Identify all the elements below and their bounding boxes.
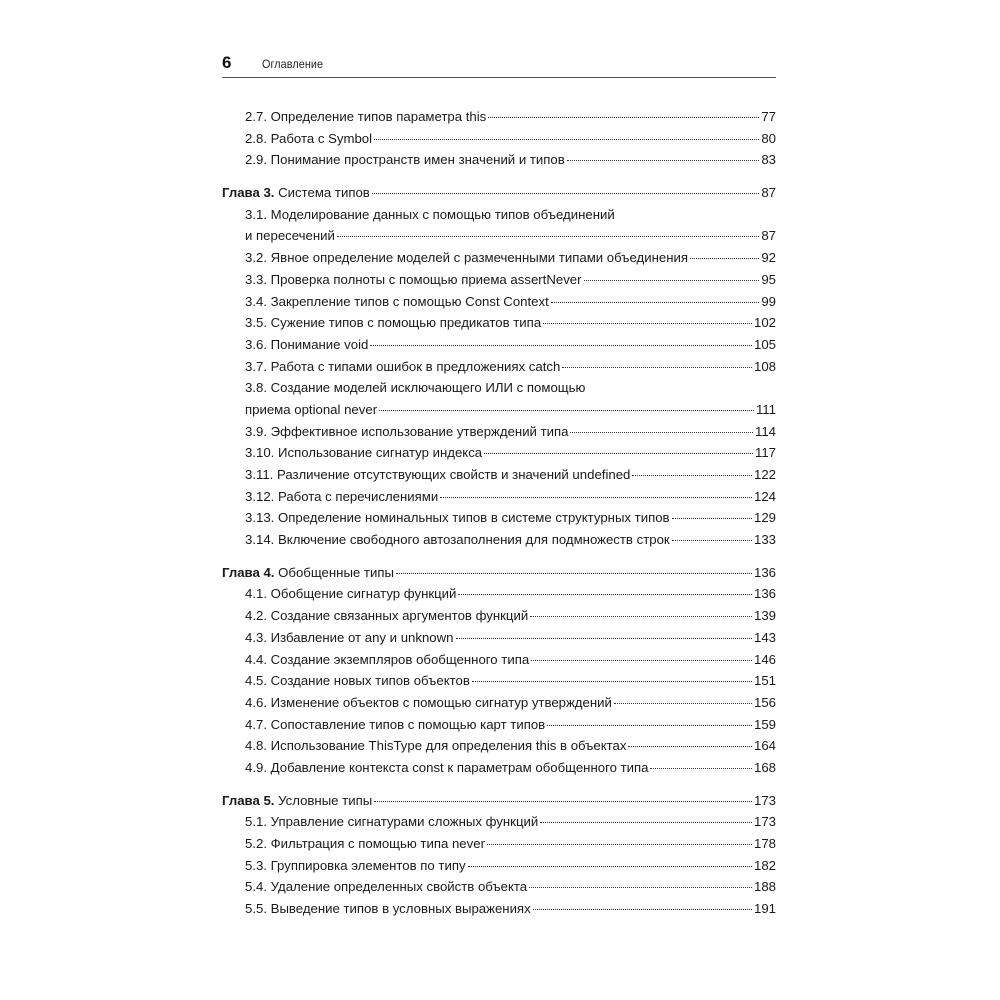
entry-row (222, 714, 776, 736)
entry-title: 4.7. Сопоставление типов с помощью карт типов (245, 716, 546, 732)
dot-leader (632, 475, 752, 476)
chapter-title: Условные типы (278, 792, 373, 808)
entry-row (222, 149, 776, 171)
entry-title: 3.11. Различение отсутствующих свойств и значений undefined (245, 467, 631, 482)
toc-entry[interactable] (222, 464, 776, 486)
chapter-entry[interactable] (222, 562, 776, 584)
toc-entry[interactable] (222, 876, 776, 898)
toc-entry[interactable] (222, 833, 776, 855)
entry-title: 4.2. Создание связанных аргументов функций (245, 608, 529, 624)
toc-entry[interactable] (222, 649, 776, 671)
toc-section (222, 182, 776, 551)
entry-page-number: 80 (761, 130, 776, 146)
entry-page-number: 178 (753, 836, 776, 851)
entry-title-line: 3.8. Создание моделей исключающего ИЛИ с помощью (245, 380, 586, 396)
chapter-entry[interactable] (222, 182, 776, 204)
entry-page-number: 122 (753, 467, 776, 482)
entry-title: 3.6. Понимание void (245, 336, 369, 352)
entry-row (222, 421, 776, 443)
entry-row (222, 855, 776, 877)
entry-title: 3.5. Сужение типов с помощью предикатов типа (245, 315, 542, 331)
entry-page-number: 191 (753, 901, 776, 917)
toc-entry[interactable] (222, 692, 776, 714)
entry-page-number: 87 (761, 228, 776, 244)
dot-leader (374, 139, 759, 140)
dot-leader (374, 801, 752, 802)
entry-row (222, 356, 776, 378)
entry-row (222, 583, 776, 605)
toc-entry[interactable] (222, 529, 776, 551)
entry-page-number: 124 (753, 488, 776, 504)
entry-row (222, 627, 776, 649)
entry-title: 4.3. Избавление от any и unknown (245, 629, 454, 645)
dot-leader (570, 432, 752, 433)
chapter-label: Глава 5. (222, 792, 275, 808)
dot-leader (530, 616, 752, 617)
dot-leader (488, 117, 759, 118)
chapter-page-number: 136 (753, 564, 776, 580)
entry-page-number: 114 (754, 423, 776, 439)
dot-leader (547, 725, 752, 726)
toc-section (222, 790, 776, 920)
entry-page-number: 99 (761, 293, 776, 309)
entry-title: 4.5. Создание новых типов объектов (245, 673, 470, 689)
entry-row (222, 811, 776, 833)
entry-title: приема optional never (245, 401, 378, 417)
dot-leader (690, 258, 759, 259)
toc-entry[interactable] (222, 377, 776, 420)
entry-row (222, 692, 776, 714)
entry-row (222, 312, 776, 334)
entry-row (222, 464, 776, 486)
entry-page-number: 143 (753, 629, 776, 645)
entry-page-number: 156 (753, 694, 776, 710)
entry-title: 4.4. Создание экземпляров обобщенного типа (245, 651, 530, 667)
entry-page-number: 164 (753, 738, 776, 754)
dot-leader (584, 280, 760, 281)
toc-section (222, 106, 776, 171)
entry-page-number: 133 (753, 532, 776, 548)
entry-title: 3.3. Проверка полноты с помощью приема assertNever (245, 271, 582, 287)
entry-row (245, 399, 776, 421)
toc-entry[interactable] (222, 627, 776, 649)
chapter-heading (222, 562, 394, 584)
entry-page-number: 102 (753, 315, 776, 331)
entry-title: 4.9. Добавление контекста const к параметрам обобщенного типа (245, 759, 649, 775)
entry-page-number: 105 (753, 336, 776, 352)
dot-leader (370, 345, 752, 346)
entry-page-number: 151 (753, 673, 776, 689)
entry-page-number: 173 (753, 814, 776, 830)
entry-row (222, 442, 776, 464)
chapter-heading (222, 790, 372, 812)
entry-title: 5.3. Группировка элементов по типу (245, 857, 466, 873)
toc-entry[interactable] (222, 312, 776, 334)
dot-leader (468, 866, 752, 867)
toc-entry[interactable] (222, 356, 776, 378)
dot-leader (650, 768, 752, 769)
entry-row (222, 486, 776, 508)
chapter-heading (222, 182, 370, 204)
chapter-entry[interactable] (222, 790, 776, 812)
entry-title: 3.13. Определение номинальных типов в системе структурных типов (245, 510, 670, 526)
dot-leader (533, 909, 752, 910)
dot-leader (484, 453, 753, 454)
entry-title: 5.1. Управление сигнатурами сложных функций (245, 814, 539, 830)
dot-leader (337, 236, 759, 237)
entry-page-number: 92 (761, 250, 776, 266)
toc-entry[interactable] (222, 334, 776, 356)
dot-leader (456, 638, 752, 639)
dot-leader (614, 703, 752, 704)
toc-entry[interactable] (222, 269, 776, 291)
dot-leader (628, 746, 752, 747)
chapter-title: Система типов (278, 185, 370, 201)
dot-leader (529, 887, 752, 888)
entry-title: 4.8. Использование ThisType для определения this в объектах (245, 738, 627, 754)
dot-leader (487, 844, 752, 845)
entry-title-line: 3.1. Моделирование данных с помощью типов объединений (245, 206, 615, 222)
toc-section (222, 562, 776, 779)
dot-leader (672, 540, 752, 541)
dot-leader (379, 410, 754, 411)
entry-title: 5.4. Удаление определенных свойств объекта (245, 879, 528, 895)
page-number: 6 (222, 53, 232, 72)
entry-title: и пересечений (245, 228, 335, 244)
page-header (222, 55, 776, 78)
entry-title: 5.5. Выведение типов в условных выражениях (245, 901, 531, 917)
toc-entry[interactable] (222, 855, 776, 877)
entry-row (222, 106, 776, 128)
entry-page-number: 188 (753, 879, 776, 895)
entry-row (222, 833, 776, 855)
entry-page-number: 83 (761, 152, 776, 168)
toc-entry[interactable] (222, 247, 776, 269)
entry-row (222, 128, 776, 150)
toc-entry[interactable] (222, 811, 776, 833)
dot-leader (440, 497, 752, 498)
entry-row (222, 247, 776, 269)
entry-page-number: 182 (753, 857, 776, 873)
entry-title: 3.4. Закрепление типов с помощью Const Context (245, 293, 549, 309)
table-of-contents (222, 106, 776, 931)
dot-leader (562, 367, 752, 368)
chapter-title: Обобщенные типы (278, 564, 394, 580)
chapter-label: Глава 3. (222, 185, 275, 201)
entry-page-number: 139 (753, 608, 776, 624)
dot-leader (531, 660, 752, 661)
entry-row (222, 529, 776, 551)
chapter-label: Глава 4. (222, 564, 275, 580)
toc-entry[interactable] (222, 128, 776, 150)
entry-title: 2.9. Понимание пространств имен значений и типов (245, 152, 565, 168)
entry-title: 3.7. Работа с типами ошибок в предложениях catch (245, 358, 561, 374)
entry-page-number: 111 (755, 401, 776, 417)
entry-title: 3.12. Работа с перечислениями (245, 488, 439, 504)
entry-title: 2.7. Определение типов параметра this (245, 109, 487, 124)
toc-entry[interactable] (222, 421, 776, 443)
dot-leader (543, 323, 752, 324)
entry-row (245, 225, 776, 247)
entry-title: 4.6. Изменение объектов с помощью сигнатур утверждений (245, 694, 612, 710)
dot-leader (372, 193, 760, 194)
entry-row (222, 334, 776, 356)
toc-entry[interactable] (222, 149, 776, 171)
toc-entry[interactable] (222, 714, 776, 736)
dot-leader (672, 518, 752, 519)
entry-title: 3.14. Включение свободного автозаполнения для подмножеств строк (245, 532, 670, 548)
dot-leader (567, 160, 760, 161)
entry-page-number: 95 (761, 271, 776, 287)
entry-title: 2.8. Работа с Symbol (245, 130, 373, 146)
dot-leader (540, 822, 752, 823)
entry-page-number: 108 (753, 358, 776, 374)
toc-entry[interactable] (222, 757, 776, 779)
entry-page-number: 146 (753, 651, 776, 667)
entry-page-number: 136 (753, 586, 776, 602)
entry-row (222, 291, 776, 313)
entry-row (222, 898, 776, 920)
dot-leader (458, 594, 752, 595)
entry-row (222, 735, 776, 757)
entry-title: 3.2. Явное определение моделей с размеченными типами объединения (245, 250, 689, 266)
entry-row (222, 876, 776, 898)
entry-row (222, 670, 776, 692)
chapter-page-number: 173 (753, 792, 776, 808)
entry-row (222, 507, 776, 529)
entry-title: 3.10. Использование сигнатур индекса (245, 445, 483, 461)
entry-page-number: 129 (753, 510, 776, 526)
toc-entry[interactable] (222, 291, 776, 313)
toc-entry[interactable] (222, 605, 776, 627)
chapter-page-number: 87 (761, 185, 776, 201)
entry-title: 5.2. Фильтрация с помощью типа never (245, 836, 485, 851)
entry-title: 4.1. Обобщение сигнатур функций (245, 586, 457, 602)
toc-entry[interactable] (222, 204, 776, 247)
running-title: Оглавление (262, 57, 324, 71)
entry-page-number: 168 (753, 759, 776, 775)
entry-page-number: 117 (754, 445, 776, 461)
entry-row (222, 649, 776, 671)
dot-leader (396, 573, 752, 574)
dot-leader (551, 302, 760, 303)
dot-leader (472, 681, 752, 682)
entry-row (222, 269, 776, 291)
entry-row (222, 757, 776, 779)
entry-title: 3.9. Эффективное использование утверждений типа (245, 423, 569, 439)
toc-entry[interactable] (222, 898, 776, 920)
entry-page-number: 159 (753, 716, 776, 732)
toc-entry[interactable] (222, 442, 776, 464)
toc-entry[interactable] (222, 507, 776, 529)
toc-entry[interactable] (222, 670, 776, 692)
toc-entry[interactable] (222, 735, 776, 757)
toc-entry[interactable] (222, 106, 776, 128)
toc-entry[interactable] (222, 583, 776, 605)
entry-page-number: 77 (761, 109, 776, 124)
entry-row (222, 605, 776, 627)
toc-entry[interactable] (222, 486, 776, 508)
